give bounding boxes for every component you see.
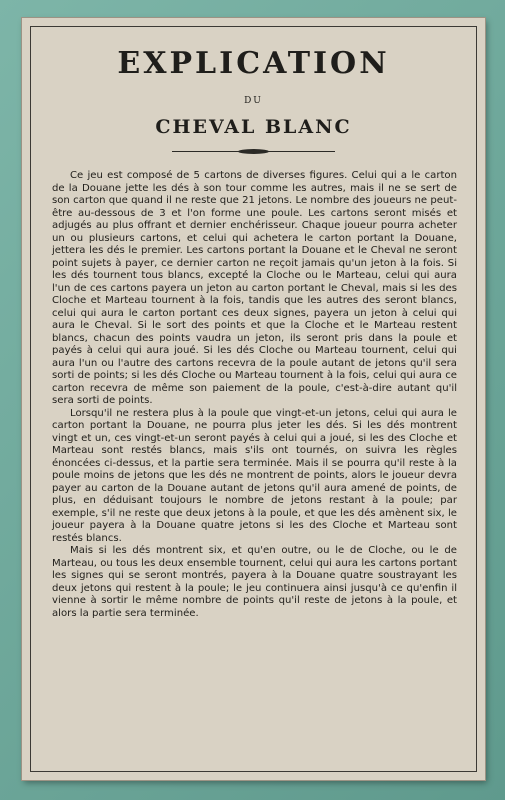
rules-text — [52, 170, 457, 620]
ornamental-rule — [172, 151, 335, 152]
page-title: EXPLICATION — [117, 46, 390, 81]
page-subtitle: CHEVAL BLANC — [155, 116, 352, 138]
paragraph-3: Mais si les dés montrent six, et qu'en outre, ou le de Cloche, ou le de Marteau, ou tous les deux ensemble tournent, celui qui aura les cartons portant les signes qui se seront montrés, payera à la Douane quatre soustrayant les deux jetons qui restent à la poule; le jeu continuera ainsi jusqu'à ce qu'enfin il vienne à sortir le même nombre de points qu'il reste de jetons à la poule, et alors la partie sera terminée. — [52, 545, 457, 619]
title-connector: DU — [244, 96, 263, 106]
paragraph-2: Lorsqu'il ne restera plus à la poule que vingt-et-un jetons, celui qui aura le carton portant la Douane, ne pourra plus jeter les dés. Si les dés montrent vingt et un, ces vingt-et-un seront payés à celui qui a joué, si les des Cloche et Marteau sont restés blancs, mais s'ils ont tournés, on suivra les règles énoncées ci-dessus, et la partie sera terminée. Mais il se pourra qu'il reste à la poule moins de jetons que les dés ne montrent de points, alors le joueur devra payer au carton de la Douane autant de jetons qu'il aura amené de points, de plus, en déduisant toujours le nombre de jetons restant à la poule; par exemple, s'il ne reste que deux jetons à la poule, et que les dés amènent six, le joueur payera à la Douane quatre jetons si les des Cloche et Marteau sont restés blancs. — [52, 407, 457, 544]
paragraph-1: Ce jeu est composé de 5 cartons de diverses figures. Celui qui a le carton de la Douane jette les dés à son tour comme les autres, mais il ne se sert de son carton que quand il ne reste que 21 jetons. Le nombre des joueurs ne peut-être au-dessous de 3 et l'on forme une poule. Les cartons seront misés et adjugés au plus offrant et dernier enchérisseur. Chaque joueur pourra acheter un ou plusieurs cartons, et celui qui achetera le carton portant la Douane, jettera les dés le premier. Les cartons portant la Douane et le Cheval ne seront point sujets à payer, ce dernier carton ne reçoit jamais qu'un jeton à la fois. Si les dés tournent tous blancs, excepté la Cloche ou le Marteau, celui qui aura l'un de ces cartons payera un jeton au carton portant le Cheval, mais si les des Cloche et Marteau tournent à la fois, tandis que les autres des seront blancs, celui qui aura le carton portant ces deux signes, payera un jeton à celui qui aura le Cheval. Si le sort des points et que la Cloche et le Marteau restent blancs, chacun des points vaudra un jeton, ils seront pris dans la poule et payés à celui qui aura joué. Si les dés Cloche ou Marteau tournent, celui qui aura l'un ou l'autre des cartons recevra de la poule autant de jetons qu'il sera sorti de points; si les dés Cloche ou Marteau tournent à la fois, celui qui aura ce carton recevra de même son paiement de la poule, c'est-à-dire autant qu'il sera sorti de points. — [52, 170, 457, 406]
rules-card — [22, 18, 485, 780]
